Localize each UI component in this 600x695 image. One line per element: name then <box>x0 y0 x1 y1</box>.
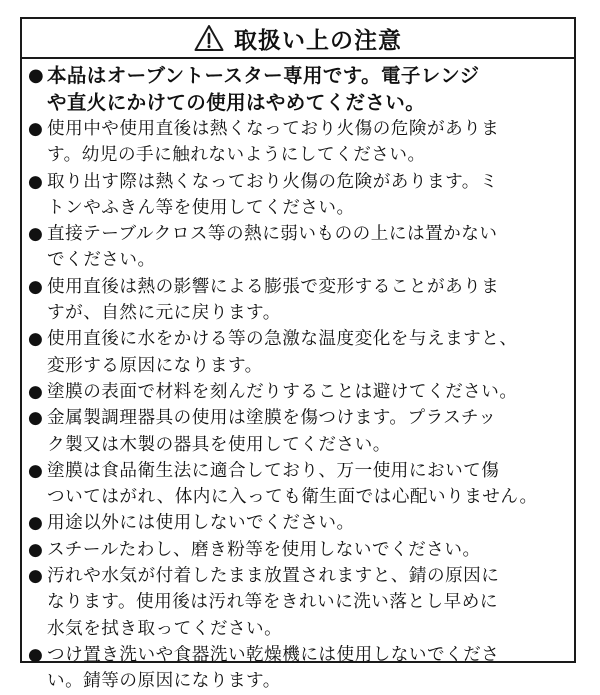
warning-triangle-icon <box>194 24 224 52</box>
caution-item <box>28 642 566 695</box>
bullet: ● <box>28 539 43 560</box>
caution-text: 金属製調理器具の使用は塗膜を傷つけます。プラスチッ ク製又は木製の器具を使用してください。 <box>47 408 497 455</box>
caution-item <box>28 274 566 327</box>
caution-item <box>28 221 566 274</box>
caution-title: 取扱い上の注意 <box>234 27 402 54</box>
bullet: ● <box>28 119 43 139</box>
bullet: ● <box>28 276 43 297</box>
bullet: ● <box>28 408 43 429</box>
bullet: ● <box>28 381 43 402</box>
caution-text: 取り出す際は熱くなっており火傷の危険があります。ミ トンやふきん等を使用してください。 <box>47 171 498 218</box>
caution-list <box>22 59 574 695</box>
caution-item <box>28 379 566 405</box>
caution-item <box>28 458 566 511</box>
caution-text: つけ置き洗いや食器洗い乾燥機には使用しないでくださ い。錆等の原因になります。 <box>47 644 500 692</box>
caution-item <box>28 326 566 379</box>
caution-item <box>28 537 566 563</box>
caution-text: 直接テーブルクロス等の熱に弱いものの上には置かない でください。 <box>47 224 498 271</box>
bullet: ● <box>28 460 43 481</box>
caution-item <box>28 510 566 536</box>
caution-text: 使用中や使用直後は熱くなっており火傷の危険がありま す。幼児の手に触れないようにしてください。 <box>47 119 500 166</box>
caution-header <box>22 19 574 59</box>
bullet: ● <box>28 65 44 86</box>
caution-text: 用途以外には使用しないでください。 <box>47 513 355 534</box>
bullet: ● <box>28 644 43 665</box>
caution-item <box>28 62 566 116</box>
caution-text: 塗膜の表面で材料を刻んだりすることは避けてください。 <box>47 381 518 402</box>
caution-item <box>28 169 566 222</box>
bullet: ● <box>28 329 43 350</box>
caution-item <box>28 405 566 458</box>
bullet: ● <box>28 171 43 192</box>
bullet: ● <box>28 513 43 534</box>
caution-text: 使用直後に水をかける等の急激な温度変化を与えますと、 変形する原因になります。 <box>47 329 518 376</box>
caution-item <box>28 116 566 169</box>
caution-text: スチールたわし、磨き粉等を使用しないでください。 <box>47 539 481 560</box>
caution-text: 塗膜は食品衛生法に適合しており、万一使用において傷 ついてはがれ、体内に入っても衛生面では心配いりません。 <box>47 460 538 508</box>
bullet: ● <box>28 566 43 587</box>
bullet: ● <box>28 224 43 245</box>
caution-text: 使用直後は熱の影響による膨張で変形することがありま すが、自然に元に戻ります。 <box>47 276 500 324</box>
caution-box <box>20 17 576 692</box>
caution-text: 本品はオーブントースター専用です。電子レンジ や直火にかけての使用はやめてください。 <box>47 64 480 114</box>
caution-text: 汚れや水気が付着したまま放置されますと、錆の原因に なります。使用後は汚れ等をきれいに洗い落とし早めに 水気を拭き取ってください。 <box>47 566 500 639</box>
caution-item <box>28 563 566 642</box>
